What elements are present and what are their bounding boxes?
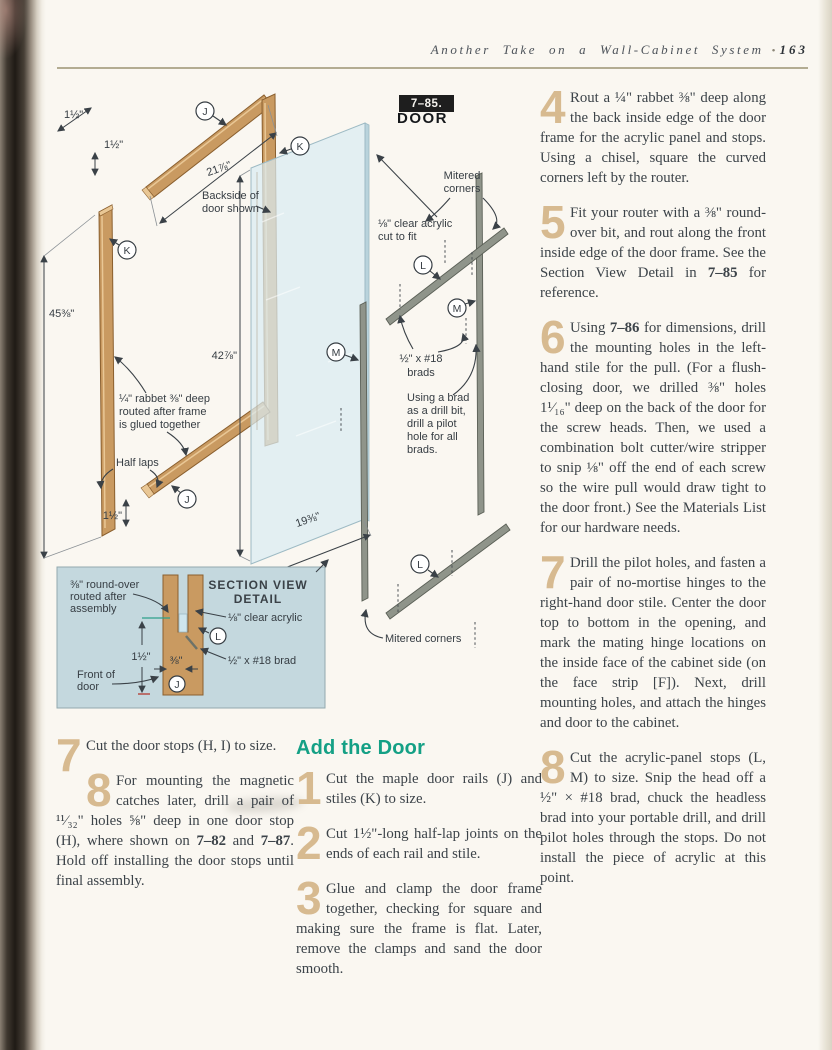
page-number: 163 (779, 42, 808, 57)
step-text: Cut the acrylic-panel stops (L, M) to size. Snip the head off a ½" × #18 brad, chuck the headless brad into your portable drill, and drill pilot holes through the stops. Do not install the piece of acrylic at this point. (540, 750, 766, 886)
part-l-balloon-top (414, 256, 432, 274)
dim-rail-width-label: 1½" (104, 139, 124, 151)
section-depth-dim: ⅜" (169, 655, 183, 667)
middle-column (296, 738, 542, 994)
acrylic-cross-section (179, 614, 187, 632)
section-view-title: SECTION VIEW (208, 578, 308, 592)
svg-text:K: K (296, 141, 304, 153)
step-text: Cut the door stops (H, I) to size. (86, 738, 277, 754)
step-text: Cut 1½"-long half-lap joints on the ends of each rail and stile. (326, 826, 542, 862)
part-j-balloon-bottom (178, 490, 196, 508)
section-part-l-balloon (210, 628, 226, 644)
dim-panel-width-label: 19⅜" (294, 510, 322, 530)
section-part-j-balloon (169, 676, 185, 692)
svg-text:J: J (184, 494, 190, 506)
svg-text:corners: corners (443, 183, 481, 195)
step-number: 5 (540, 196, 566, 248)
part-l-balloon-bottom (411, 555, 429, 573)
dim-panel-height-label: 42⅞" (211, 350, 237, 362)
section-height-dim: 1½" (131, 651, 151, 663)
step-8-right (540, 741, 766, 888)
section-brad-label: ½" x #18 brad (228, 655, 297, 667)
step-number: 7 (56, 729, 82, 781)
left-column (56, 729, 294, 906)
svg-text:K: K (123, 245, 131, 257)
part-m-balloon-right (448, 299, 466, 317)
step-number: 8 (86, 764, 112, 816)
brads-label: ½" x #18 (399, 353, 443, 365)
step-text: For mounting the magnetic catches later, drill a pair of ¹¹⁄₃₂" holes ⅝" deep in one door stop (H), where shown on 7–82 and 7–87. Hold off installing the door stops until final assembly. (56, 773, 294, 889)
running-header (330, 42, 808, 58)
svg-text:is glued together: is glued together (119, 419, 201, 431)
step-text: Using 7–86 for dimensions, drill the mounting holes in the left-hand stile for the pull. (For a flush-closing door, we drilled ⅜" holes 1¹⁄₁₆" deep on the back of the door for the screw heads. Then, we used a combination bolt cutter/wire stripper to snip ⅛" off the end of each screw so the wire pull would draw tight to the door front.) See the Materials List for our hardware needs. (540, 320, 766, 536)
dim-rail-length-label: 21⅞" (205, 159, 233, 179)
part-k-balloon-left (118, 241, 136, 259)
step-number: 2 (296, 817, 322, 869)
step-text: Fit your router with a ⅜" round-over bit, and rout along the front inside edge of the door frame. See the Section View Detail in 7–85 for reference. (540, 205, 766, 301)
bullet-separator: • (771, 45, 776, 57)
svg-text:L: L (417, 559, 423, 571)
svg-text:DETAIL: DETAIL (233, 592, 283, 606)
svg-text:brads: brads (407, 367, 435, 379)
clear-acrylic-label: ⅛" clear acrylic (378, 218, 453, 230)
step-number: 3 (296, 872, 322, 924)
backside-note: Backside of (202, 190, 259, 202)
part-m-balloon-left (327, 343, 345, 361)
svg-text:M: M (452, 303, 462, 315)
step-3 (296, 872, 542, 979)
svg-text:routed after frame: routed after frame (119, 406, 207, 418)
part-k-balloon-right (291, 137, 309, 155)
svg-text:door shown: door shown (202, 203, 259, 215)
step-text: Glue and clamp the door frame together, checking for square and making sure the frame is flat. Later, remove the clamps and sand the door smooth. (296, 881, 542, 977)
step-text: Cut the maple door rails (J) and stiles (K) to size. (326, 771, 542, 807)
svg-text:M: M (331, 347, 341, 359)
step-text: Rout a ¼" rabbet ⅜" deep along the back inside edge of the door frame for the acrylic panel and stops. Using a chisel, square the curved corners left by the router. (540, 90, 766, 186)
dim-stile-width-label: 1½" (64, 109, 84, 121)
section-heading: Add the Door (296, 737, 426, 759)
rabbet-note: ¼" rabbet ⅜" deep (119, 393, 210, 405)
step-number: 7 (540, 546, 566, 598)
acrylic-panel (251, 123, 369, 564)
svg-text:L: L (215, 631, 221, 643)
svg-text:brads.: brads. (407, 444, 438, 456)
step-8-left (56, 764, 294, 891)
mitered-corners-top-label: Mitered (443, 170, 481, 182)
figure-number: 7–85. (410, 97, 443, 110)
svg-text:hole for all: hole for all (407, 431, 458, 443)
svg-text:drill a pilot: drill a pilot (407, 418, 457, 430)
svg-text:routed after: routed after (70, 591, 127, 603)
part-j-balloon (196, 102, 214, 120)
door-exploded-diagram (36, 78, 536, 712)
half-laps-label: Half laps (116, 457, 159, 469)
svg-text:as a drill bit,: as a drill bit, (407, 405, 466, 417)
step-number: 6 (540, 311, 566, 363)
step-number: 4 (540, 81, 566, 133)
step-2 (296, 817, 542, 869)
svg-text:cut to fit: cut to fit (378, 231, 417, 243)
section-acrylic-label: ⅛" clear acrylic (228, 612, 303, 624)
step-1 (296, 762, 542, 814)
step-7-left (56, 729, 294, 781)
svg-text:J: J (202, 106, 208, 118)
step-4 (540, 81, 766, 188)
figure-caption: DOOR (397, 110, 448, 127)
right-column (540, 81, 766, 903)
dim-rail-bottom-label: 1½" (102, 510, 122, 522)
dim-stile-length-label: 45⅜" (49, 308, 75, 320)
mitered-corners-bottom-label: Mitered corners (385, 633, 462, 645)
brad-drill-note: Using a brad (407, 392, 470, 404)
svg-text:J: J (174, 679, 180, 691)
step-5 (540, 196, 766, 303)
header-rule (57, 67, 808, 69)
svg-text:door: door (77, 681, 100, 693)
step-6 (540, 311, 766, 538)
step-7-right (540, 546, 766, 733)
front-of-door-label: Front of (77, 669, 115, 681)
roundover-note: ⅜" round-over (70, 579, 140, 591)
page-edge (818, 0, 832, 1050)
step-number: 8 (540, 741, 566, 793)
section-view-detail (57, 560, 328, 708)
step-number: 1 (296, 762, 322, 814)
svg-text:assembly: assembly (70, 603, 117, 615)
step-text: Drill the pilot holes, and fasten a pair of no-mortise hinges to the right-hand door stile. Center the door top to bottom in the opening, and mark the mating hinge locations on the inside face of the cabinet side (on the face strip [F]). Next, drill mounting holes, and attach the hinges and door to the cabinet. (540, 555, 766, 731)
svg-text:L: L (420, 260, 426, 272)
header-title: Another Take on a Wall-Cabinet System (430, 42, 764, 57)
